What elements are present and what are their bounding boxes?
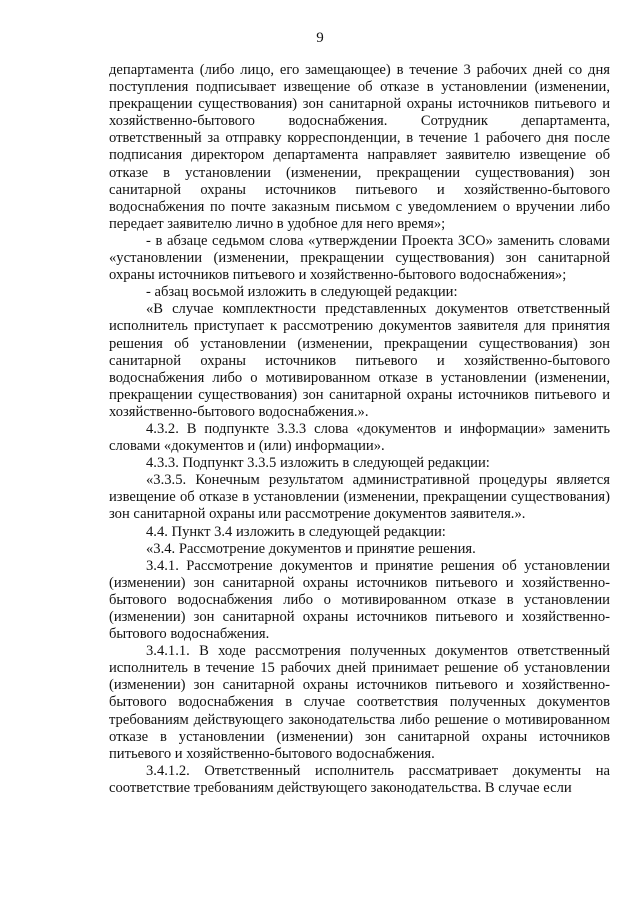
paragraph: - абзац восьмой изложить в следующей редакции:: [146, 284, 458, 301]
paragraph: 3.4.1.1. В ходе рассмотрения полученных документов ответственный исполнитель в течение 15 рабочих дней принимает решение об установлении (изменении) зон санитарной охраны источников питьевого и хозяйственно-бытового водоснабжения в случае соответствия полученных документов требованиям действующего законодательства либо решение о мотивированном отказе в установлении (изменении) зон санитарной охраны источников питьевого и хозяйственно-бытового водоснабжения.: [109, 643, 610, 762]
paragraph: «В случае комплектности представленных документов ответственный исполнитель приступает к рассмотрению документов заявителя для принятия решения об установлении (изменении, прекращении существования) зон санитарной охраны источников питьевого и хозяйственно-бытового водоснабжения либо о мотивированном отказе в установлении (изменении, прекращении существования) зон санитарной охраны источников питьевого и хозяйственно-бытового водоснабжения.».: [109, 301, 610, 420]
document-body: [109, 62, 610, 797]
paragraph: 3.4.1. Рассмотрение документов и принятие решения об установлении (изменении) зон санитарной охраны источников питьевого и хозяйственно-бытового водоснабжения либо о мотивированном отказе в установлении (изменении) зон санитарной охраны источников питьевого и хозяйственно-бытового водоснабжения.: [109, 557, 610, 643]
paragraph: «3.3.5. Конечным результатом административной процедуры является извещение об отказе в установлении (изменении, прекращении существования) зон санитарной охраны или рассмотрение документов заявителя.».: [109, 472, 610, 523]
paragraph: 4.3.2. В подпункте 3.3.3 слова «документов и информации» заменить словами «документов и (или) информации».: [109, 420, 610, 455]
page-number: 9: [316, 30, 324, 46]
paragraph: департамента (либо лицо, его замещающее) в течение 3 рабочих дней со дня поступления подписывает извещение об отказе в установлении (изменении, прекращении существования) зон санитарной охраны источников питьевого и хозяйственно-бытового водоснабжения. Сотрудник департамента, ответственный за отправку корреспонденции, в течение 1 рабочего дня после подписания директором департамента направляет заявителю извещение об отказе в установлении (изменении, прекращении существования) зон санитарной охраны источников питьевого и хозяйственно-бытового водоснабжения по почте заказным письмом с уведомлением о вручении либо передает заявителю лично в удобное для него время»;: [109, 62, 610, 232]
paragraph: - в абзаце седьмом слова «утверждении Проекта ЗСО» заменить словами «установлении (изменении, прекращении существования) зон санитарной охраны источников питьевого и хозяйственно-бытового водоснабжения»;: [109, 232, 610, 284]
paragraph: 3.4.1.2. Ответственный исполнитель рассматривает документы на соответствие требованиям действующего законодательства. В случае если: [109, 762, 610, 796]
paragraph: 4.3.3. Подпункт 3.3.5 изложить в следующей редакции:: [146, 455, 490, 472]
paragraph: «3.4. Рассмотрение документов и принятие решения.: [146, 540, 476, 557]
paragraph: 4.4. Пункт 3.4 изложить в следующей редакции:: [146, 523, 446, 540]
